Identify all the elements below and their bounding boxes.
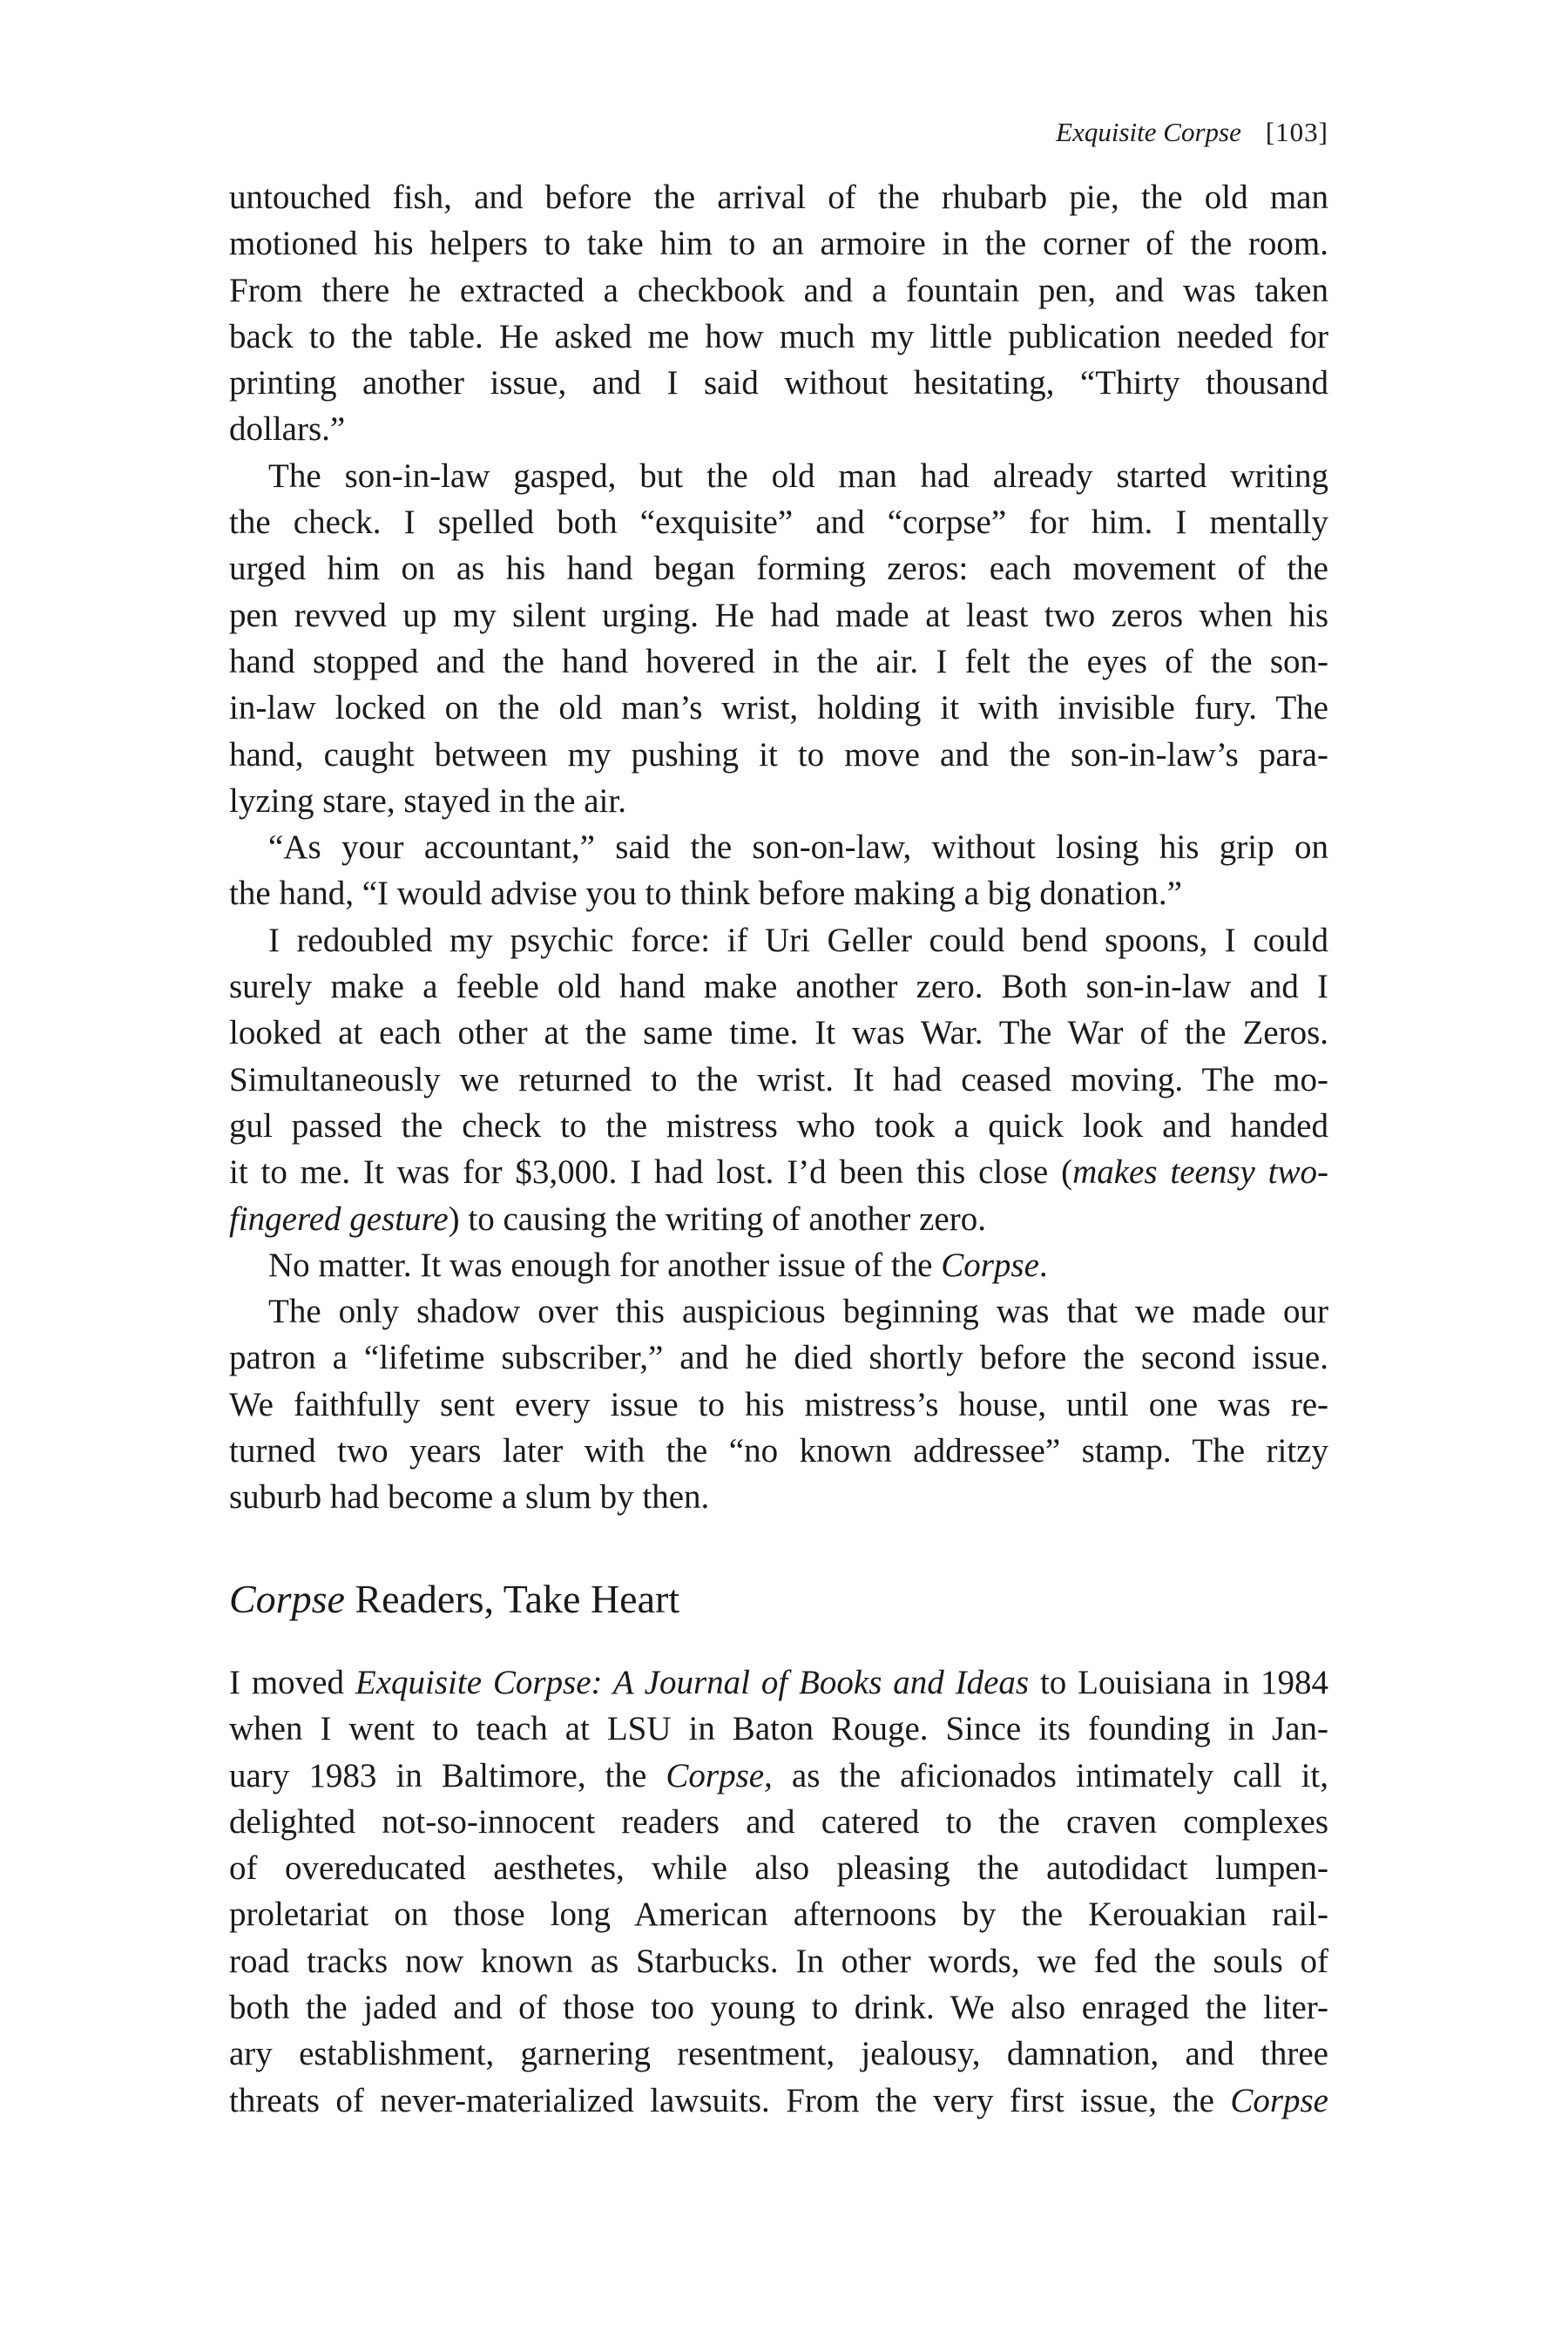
text-run: I moved: [229, 1664, 355, 1701]
section-heading: [229, 1573, 679, 1625]
text-line: Simultaneously we returned to the wrist. It had ceased moving. The mo-: [229, 1060, 1328, 1098]
text-line: suburb had become a slum by then.: [229, 1478, 710, 1517]
section-two-body: [229, 1659, 1328, 2124]
text-run: .: [1038, 1246, 1048, 1284]
text-run: to Louisiana in 1984: [1029, 1664, 1328, 1701]
text-line: [229, 2078, 1328, 2124]
text-line: both the jaded and of those too young to drink. We also enraged the liter-: [229, 1989, 1328, 2027]
section-one-body: [229, 174, 1328, 1521]
text-line: ary establishment, garnering resentment, jealousy, damnation, and three: [229, 2035, 1328, 2073]
text-line: The son-in-law gasped, but the old man had already started writing: [268, 456, 1328, 495]
text-line: motioned his helpers to take him to an armoire in the corner of the room.: [229, 225, 1328, 263]
text-line: The only shadow over this auspicious beginning was that we made our: [268, 1293, 1328, 1331]
text-line: From there he extracted a checkbook and a fountain pen, and was taken: [229, 271, 1328, 309]
text-line: urged him on as his hand began forming zeros: each movement of the: [229, 550, 1328, 588]
italic-run: Exquisite Corpse: A Journal of Books and Ideas: [355, 1664, 1030, 1701]
text-run: as the aficionados intimately call it,: [772, 1756, 1328, 1794]
text-run: threats of never-materialized lawsuits. From the very first issue, the: [229, 2081, 1231, 2119]
text-line: looked at each other at the same time. It was War. The War of the Zeros.: [229, 1014, 1328, 1052]
text-line: lyzing stare, stayed in the air.: [229, 781, 626, 820]
section-heading-italic: Corpse: [229, 1577, 345, 1621]
text-line: hand, caught between my pushing it to move and the son-in-law’s para-: [229, 735, 1328, 774]
running-head-title: Exquisite Corpse: [1056, 117, 1241, 147]
text-line: road tracks now known as Starbucks. In other words, we fed the souls of: [229, 1942, 1328, 1980]
italic-run: Corpse: [941, 1246, 1039, 1284]
text-run: No matter. It was enough for another issue of the: [268, 1246, 942, 1284]
text-line: of overeducated aesthetes, while also pleasing the autodidact lumpen-: [229, 1849, 1328, 1888]
page-number: [103]: [1265, 117, 1328, 147]
paragraph: [229, 174, 1328, 453]
text-line: untouched fish, and before the arrival of the rhubarb pie, the old man: [229, 179, 1328, 216]
text-line: back to the table. He asked me how much my little publication needed for: [229, 317, 1328, 355]
paragraph: [229, 917, 1328, 1242]
text-line: surely make a feeble old hand make another zero. Both son-in-law and I: [229, 968, 1328, 1006]
running-head: [1056, 115, 1328, 150]
text-line: printing another issue, and I said without hesitating, “Thirty thousand: [229, 364, 1328, 402]
text-line: dollars.”: [229, 410, 346, 449]
paragraph: [229, 1659, 1328, 2124]
italic-run: makes teensy two-: [1072, 1153, 1328, 1192]
italic-run: Corpse,: [666, 1756, 773, 1794]
text-run: uary 1983 in Baltimore, the: [229, 1756, 666, 1794]
paragraph: [229, 453, 1328, 824]
text-line: [229, 1196, 1328, 1242]
paragraph: [229, 1288, 1328, 1520]
text-line: [229, 1149, 1328, 1195]
text-line: “As your accountant,” said the son-on-law, without losing his grip on: [268, 828, 1328, 867]
text-line: [229, 1242, 1328, 1288]
italic-run: Corpse: [1230, 2081, 1328, 2119]
text-line: We faithfully sent every issue to his mistress’s house, until one was re-: [229, 1385, 1328, 1423]
text-line: patron a “lifetime subscriber,” and he died shortly before the second issue.: [229, 1339, 1328, 1377]
text-line: [229, 1753, 1328, 1799]
text-line: in-law locked on the old man’s wrist, holding it with invisible fury. The: [229, 689, 1328, 727]
text-line: delighted not-so-innocent readers and catered to the craven complexes: [229, 1802, 1328, 1841]
text-run: ) to causing the writing of another zero.: [448, 1200, 986, 1238]
text-line: proletariat on those long American afternoons by the Kerouakian rail-: [229, 1896, 1328, 1934]
paragraph: [229, 824, 1328, 917]
paragraph: [229, 1242, 1328, 1288]
text-line: pen revved up my silent urging. He had made at least two zeros when his: [229, 596, 1328, 634]
text-run: it to me. It was for $3,000. I had lost. I’d been this close (: [229, 1153, 1073, 1192]
section-heading-text: Readers, Take Heart: [344, 1577, 680, 1621]
text-line: gul passed the check to the mistress who took a quick look and handed: [229, 1106, 1328, 1145]
text-line: the hand, “I would advise you to think before making a big donation.”: [229, 875, 1182, 913]
text-line: the check. I spelled both “exquisite” and “corpse” for him. I mentally: [229, 504, 1328, 542]
text-line: I redoubled my psychic force: if Uri Geller could bend spoons, I could: [268, 921, 1328, 959]
text-line: [229, 1659, 1328, 1706]
text-line: hand stopped and the hand hovered in the air. I felt the eyes of the son-: [229, 642, 1328, 680]
text-line: when I went to teach at LSU in Baton Rouge. Since its founding in Jan-: [229, 1710, 1328, 1748]
italic-run: fingered gesture: [229, 1200, 449, 1238]
text-line: turned two years later with the “no known addressee” stamp. The ritzy: [229, 1432, 1328, 1470]
